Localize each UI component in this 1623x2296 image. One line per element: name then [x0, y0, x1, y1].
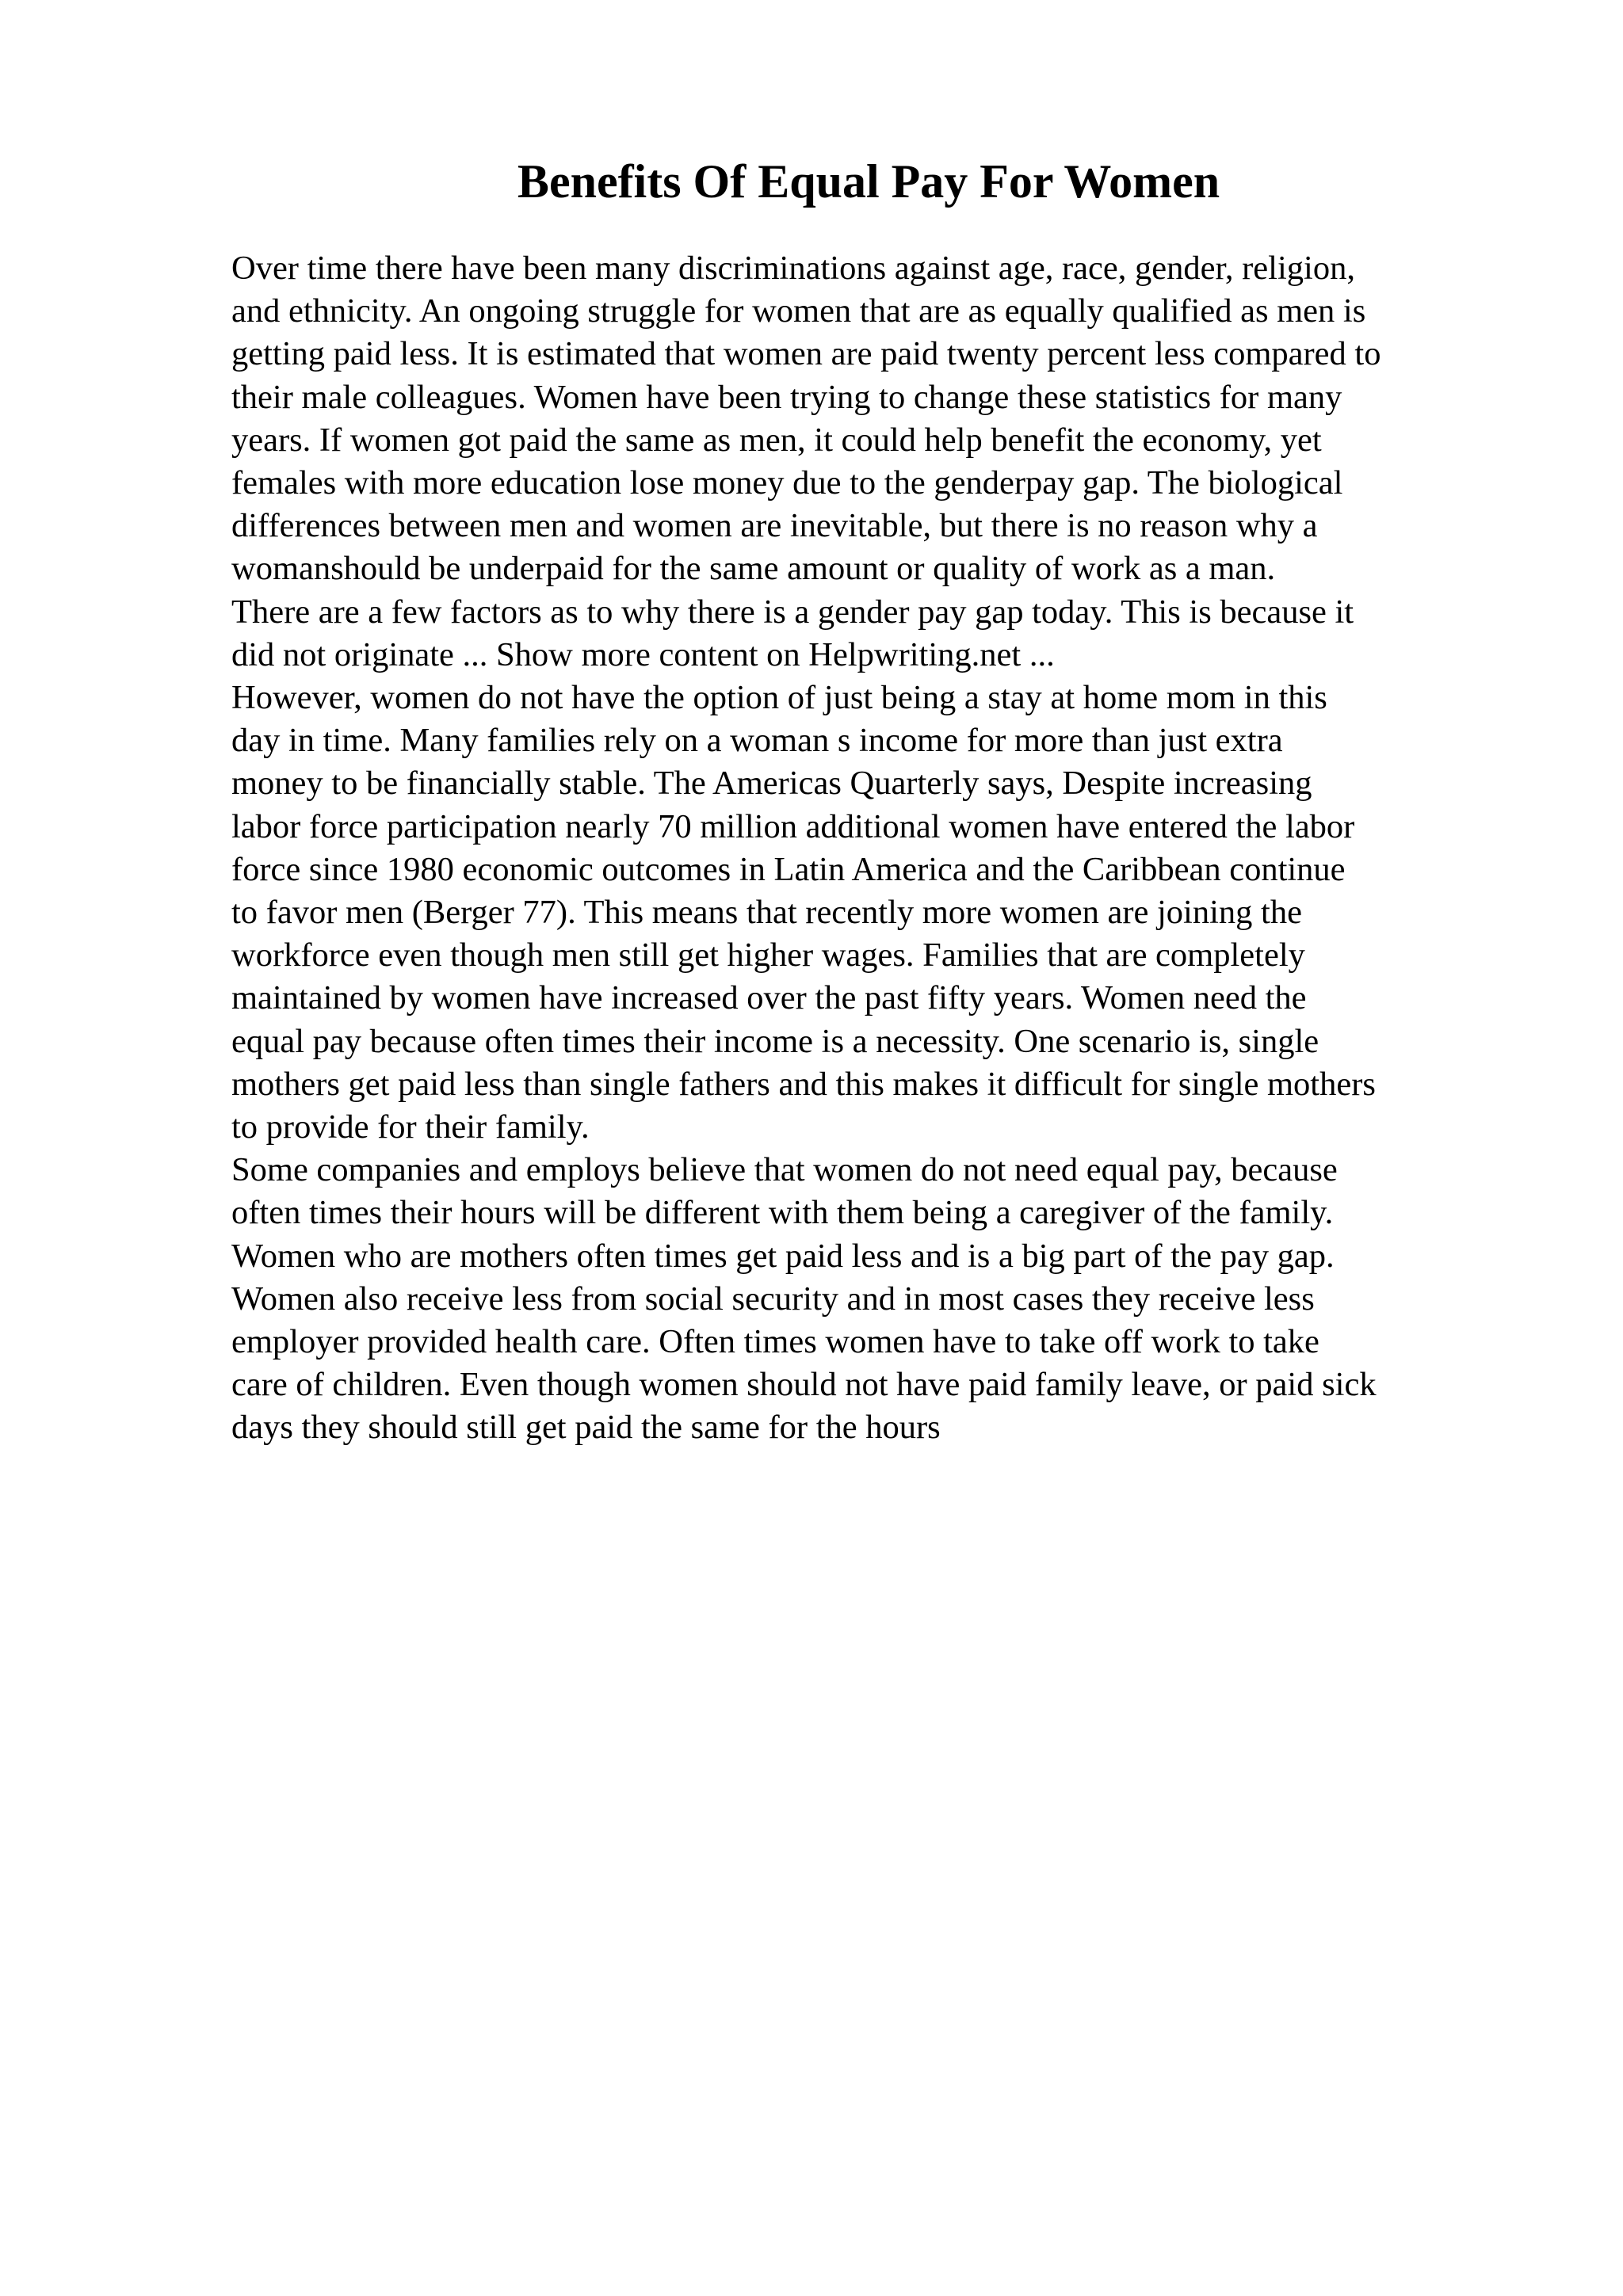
document-body [231, 247, 1579, 1450]
text-line: day in time. Many families rely on a woman s income for more than just extra [231, 722, 1283, 760]
text-line: However, women do not have the option of just being a stay at home mom in this [231, 679, 1327, 717]
text-line: days they should still get paid the same for the hours [231, 1409, 941, 1447]
text-line: to provide for their family. [231, 1108, 590, 1146]
text-line: their male colleagues. Women have been trying to change these statistics for many [231, 378, 1342, 416]
text-line: care of children. Even though women should not have paid family leave, or paid sick [231, 1366, 1377, 1404]
text-line: and ethnicity. An ongoing struggle for women that are as equally qualified as men is [231, 292, 1366, 330]
text-line: Some companies and employs believe that women do not need equal pay, because [231, 1151, 1338, 1189]
text-line: Over time there have been many discriminations against age, race, gender, religion, [231, 250, 1355, 287]
document-title: Benefits Of Equal Pay For Women [517, 155, 1220, 208]
text-line: labor force participation nearly 70 million additional women have entered the labor [231, 807, 1355, 845]
text-line: differences between men and women are inevitable, but there is no reason why a [231, 507, 1318, 545]
text-line: equal pay because often times their income is a necessity. One scenario is, single [231, 1022, 1319, 1060]
text-line: money to be financially stable. The Americas Quarterly says, Despite increasing [231, 765, 1312, 803]
text-line: Women also receive less from social security and in most cases they receive less [231, 1280, 1315, 1318]
text-line: There are a few factors as to why there is a gender pay gap today. This is because it [231, 593, 1354, 631]
text-line: maintained by women have increased over the past fifty years. Women need the [231, 979, 1307, 1017]
text-line: force since 1980 economic outcomes in Latin America and the Caribbean continue [231, 850, 1346, 888]
text-line: getting paid less. It is estimated that women are paid twenty percent less compared to [231, 335, 1381, 373]
text-line: workforce even though men still get higher wages. Families that are completely [231, 936, 1305, 974]
text-line: employer provided health care. Often times women have to take off work to take [231, 1323, 1319, 1361]
text-line: womanshould be underpaid for the same amount or quality of work as a man. [231, 550, 1276, 588]
text-line: often times their hours will be different with them being a caregiver of the family. [231, 1194, 1334, 1232]
text-line: to favor men (Berger 77). This means that recently more women are joining the [231, 894, 1302, 932]
text-line: did not originate ... Show more content on Helpwriting.net ... [231, 635, 1055, 673]
text-line: years. If women got paid the same as men, it could help benefit the economy, yet [231, 421, 1322, 459]
text-line: females with more education lose money due to the genderpay gap. The biological [231, 464, 1343, 502]
text-line: Women who are mothers often times get paid less and is a big part of the pay gap. [231, 1237, 1335, 1275]
text-line: mothers get paid less than single fathers and this makes it difficult for single mothers [231, 1065, 1376, 1103]
